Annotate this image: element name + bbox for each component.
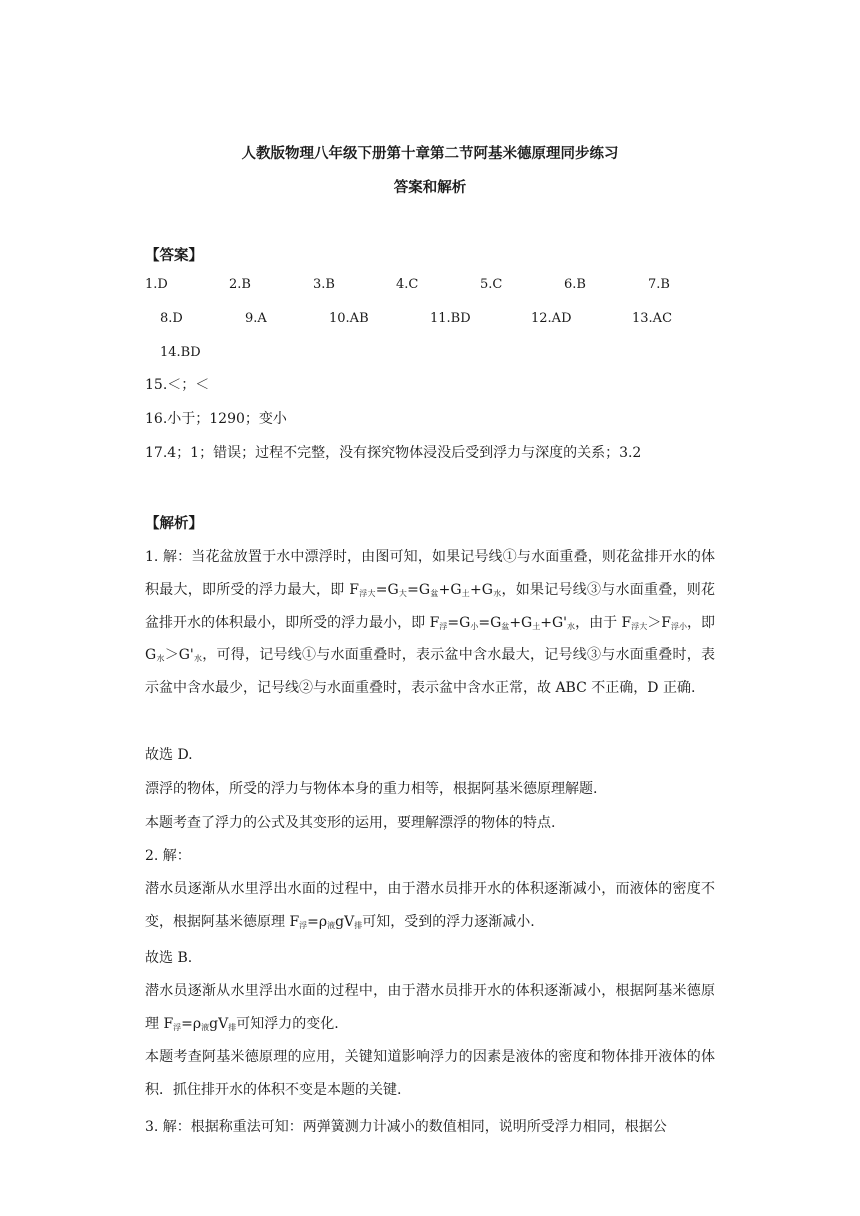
answer-q16: 16.小于；1290；变小	[145, 411, 287, 427]
answer-item: 12.AD	[531, 311, 572, 326]
analysis-q2-solution: 潜水员逐渐从水里浮出水面的过程中，由于潜水员排开水的体积逐渐减小，而液体的密度不变，根据阿基米德原理 $F_浮=\rho_液gV_排$可知，受到的浮力逐渐减小.	[145, 881, 715, 930]
answer-item: 1.D	[145, 277, 168, 292]
document-title: 人教版物理八年级下册第十章第二节阿基米德原理同步练习	[241, 146, 619, 162]
analysis-q1-note: 漂浮的物体，所受的浮力与物体本身的重力相等，根据阿基米德原理解题.	[145, 781, 598, 797]
answer-q17: 17.4；1；错误；过程不完整，没有探究物体浸没后受到浮力与深度的关系；3.2	[145, 445, 642, 461]
analysis-q1-solution: 1. 解：当花盆放置于水中漂浮时，由图可知，如果记号线①与水面重叠，则花盆排开水的体积最大，即所受的浮力最大，即 $F_{浮大}=G_大=G_盆+G_土+G_水$，如果记号线③与水面重叠，则花盆排开水的体积最小，即所受的浮力最小，即 $F_浮=G_小=G_盆+G_土+G'_水$，由于 $F_{浮大}>F_{浮小}$，即 $G_水>G'_水$，可得，记号线①与水面重叠时，表示盆中含水最大，记号线③与水面重叠时，表示盆中含水最少，记号线②与水面重叠时，表示盆中含水正常，故 ABC 不正确，D 正确.	[145, 549, 716, 697]
analysis-q2-choice: 故选 B.	[145, 950, 193, 966]
answer-q15: 15.＜；＜	[145, 377, 210, 393]
answer-item: 6.B	[564, 277, 586, 292]
answer-item: 9.A	[245, 311, 267, 326]
document-subtitle: 答案和解析	[393, 180, 467, 196]
analysis-q2-reasoning: 潜水员逐渐从水里浮出水面的过程中，由于潜水员排开水的体积逐渐减小，根据阿基米德原理 $F_浮=\rho_液gV_排$可知浮力的变化.	[145, 983, 715, 1032]
answers-heading: 【答案】	[145, 248, 203, 264]
analysis-q1-note: 本题考查了浮力的公式及其变形的运用，要理解漂浮的物体的特点.	[145, 815, 556, 831]
answer-item: 10.AB	[329, 311, 369, 326]
analysis-q1-choice: 故选 D.	[145, 747, 193, 763]
answer-item: 8.D	[160, 311, 183, 326]
answer-item: 5.C	[480, 277, 503, 292]
answer-item: 11.BD	[430, 311, 471, 326]
answer-item: 3.B	[313, 277, 335, 292]
analysis-q2-head: 2. 解：	[145, 848, 191, 864]
answer-item: 7.B	[648, 277, 670, 292]
analysis-q2-note: 本题考查阿基米德原理的应用，关键知道影响浮力的因素是液体的密度和物体排开液体的体积．抓住排开水的体积不变是本题的关键.	[145, 1049, 715, 1098]
answer-item: 2.B	[229, 277, 251, 292]
analysis-heading: 【解析】	[145, 516, 203, 532]
answer-item: 14.BD	[160, 345, 201, 360]
answer-item: 4.C	[396, 277, 419, 292]
answer-item: 13.AC	[632, 311, 673, 326]
analysis-q3-solution: 3. 解：根据称重法可知：两弹簧测力计减小的数值相同，说明所受浮力相同，根据公	[145, 1119, 667, 1135]
